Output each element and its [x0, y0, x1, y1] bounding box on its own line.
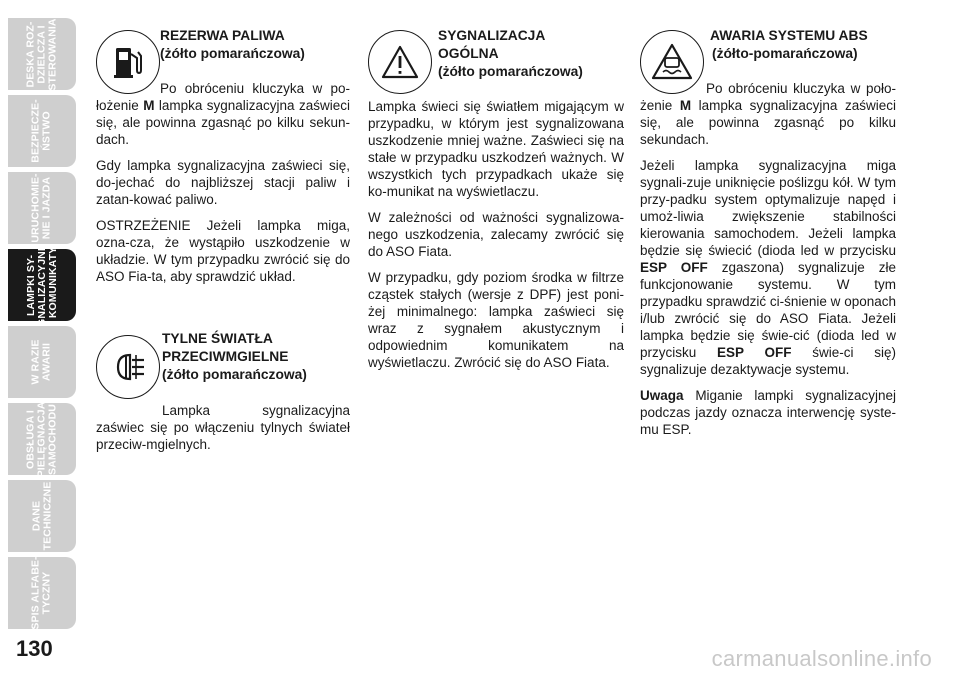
general-body [368, 98, 624, 380]
tab-dashboard[interactable]: DESKA ROZ- DZIELCZA I STEROWANIA [8, 18, 76, 90]
rear-fog-light-icon [96, 335, 160, 399]
abs-paragraph-3: Uwaga Miganie lampki sygnalizacyjnej podczas jazdy oznacza interwencję syste-mu ESP. [640, 388, 896, 437]
general-paragraph-2: W zależności od ważności sygnalizowa-nego uszkodzenia, zalecamy zwrócić się do ASO Fiata. [368, 210, 624, 259]
tab-warning-lights[interactable]: LAMPKI SY- GNALIZACYJNE I KOMUNIKATY [8, 249, 76, 321]
fuel-paragraph-3: OSTRZEŻENIE Jeżeli lampka miga, ozna-cza, że wystąpiło uszkodzenie w układzie. W tym przypadku zwrócić się do ASO Fia-ta, aby sprawdzić układ. [96, 218, 350, 284]
abs-paragraph-2: Jeżeli lampka sygnalizacyjna miga sygnali-zuje uniknięcie poślizgu kół. W tym przy-padku system optymalizuje napęd i umoż-liwia zwiększenie stabilności kierowania samochodem. Jeżeli lampka będzie się świecić (dioda led w przycisku ESP OFF zgaszona) sygnalizuje złe funkcjonowanie systemu. W tym przypadku sprawdzić ci-śnienie w oponach i/lub zwrócić się do ASO Fiata. Jeżeli lampka będzie się świe-cić (dioda led w przycisku ESP OFF świe-ci się) sygnalizuje dezaktywacje systemu. [640, 158, 897, 377]
tab-technical-data[interactable]: DANE TECHNICZNE [8, 480, 76, 552]
abs-paragraph-1: Po obróceniu kluczyka w poło-żenie M lampka sygnalizacyjna zaświeci się, ale powinna zgasnąć po kilku sekundach. [640, 81, 896, 147]
fuel-body [96, 80, 350, 294]
abs-body [640, 80, 896, 447]
abs-heading: AWARIA SYSTEMU ABS (żółto-pomarańczowa) [710, 28, 868, 61]
general-paragraph-3: W przypadku, gdy poziom środka w filtrze cząstek stałych (wersje z DPF) jest poni-żej minimalnego: lampka zaświeci się wraz z sygnałem akustycznym i odpowiednim komunikatem na wyświetlaczu. Zwrócić się do ASO Fiata. [368, 270, 624, 370]
tab-safety[interactable]: BEZPIECZE- ŃSTWO [8, 95, 76, 167]
watermark: carmanualsonline.info [711, 646, 932, 671]
fuel-paragraph-1: Po obróceniu kluczyka w po-łożenie M lampka sygnalizacyjna zaświeci się, ale powinna zgasnąć po kilku sekun-dach. [96, 81, 350, 147]
general-heading: SYGNALIZACJA OGÓLNA (żółto pomarańczowa) [438, 28, 583, 79]
page-number: 130 [16, 636, 53, 661]
fog-paragraph-1: Lampka sygnalizacyjna zaświec się po włączeniu tylnych świateł przeciw-mgielnych. [96, 403, 350, 452]
warning-triangle-icon [368, 30, 432, 94]
section-sidebar [0, 18, 80, 638]
tab-starting-driving[interactable]: URUCHOMIE- NIE I JAZDA [8, 172, 76, 244]
fuel-paragraph-2: Gdy lampka sygnalizacyjna zaświeci się, do-jechać do najbliższej stacji paliw i zatan-kować paliwo. [96, 158, 350, 207]
fog-body [96, 402, 350, 462]
general-paragraph-1: Lampka świeci się światłem migającym w przypadku, w którym jest sygnalizowana uszkodzenie mniej ważne. Zaświeci się na stałe w przypadku uszkodzeń ważnych. W wszystkich tych przypadkach ukaże się ko-munikat na wyświetlaczu. [368, 99, 624, 199]
tab-emergency[interactable]: W RAZIE AWARII [8, 326, 76, 398]
tab-maintenance[interactable]: OBSŁUGA I PIELĘGNACJA SAMOCHODU [8, 403, 76, 475]
fuel-heading: REZERWA PALIWA (żółto pomarańczowa) [160, 28, 305, 61]
fog-heading: TYLNE ŚWIATŁA PRZECIWMGIELNE (żółto pomarańczowa) [162, 331, 307, 382]
tab-index[interactable]: SPIS ALFABE- TYCZNY [8, 557, 76, 629]
